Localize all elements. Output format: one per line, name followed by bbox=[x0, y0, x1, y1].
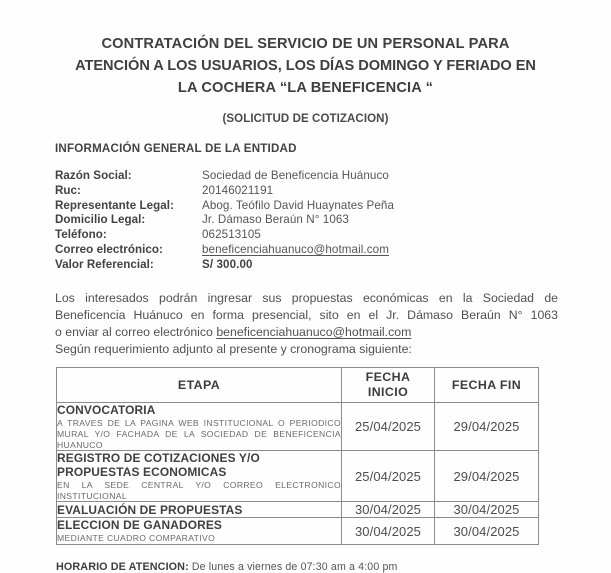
cell-stage bbox=[57, 518, 342, 545]
stage-description: A TRAVES DE LA PAGINA WEB INSTITUCIONAL O PERIODICO MURAL Y/O FACHADA DE LA SOCIEDAD DE BENEFICENCIA HUANUCO bbox=[57, 418, 341, 450]
document-subtitle: (SOLICITUD DE COTIZACION) bbox=[222, 113, 389, 125]
footer-text: De lunes a viernes de 07:30 am a 4:00 pm bbox=[188, 560, 398, 573]
cell-fecha-fin: 30/04/2025 bbox=[435, 518, 539, 545]
column-header-fecha-fin: FECHA FIN bbox=[435, 368, 539, 403]
section-heading-entity-info: INFORMACIÓN GENERAL DE LA ENTIDAD bbox=[55, 142, 297, 155]
info-row bbox=[55, 199, 611, 214]
cell-stage bbox=[57, 403, 342, 451]
cell-stage bbox=[57, 451, 342, 502]
info-value-correo-electronico[interactable]: beneficenciahuanuco@hotmail.com bbox=[202, 242, 389, 256]
info-value-ruc: 20146021191 bbox=[202, 183, 274, 197]
fecha-inicio-line-1: FECHA bbox=[365, 370, 411, 385]
info-label-ruc: Ruc: bbox=[55, 183, 81, 197]
column-header-etapa: ETAPA bbox=[57, 368, 342, 403]
fecha-inicio-line-2: INICIO bbox=[367, 385, 409, 400]
table-row bbox=[57, 518, 539, 545]
table-row bbox=[57, 451, 539, 502]
entity-info-list bbox=[0, 155, 611, 273]
paragraph-email-link[interactable]: beneficenciahuanuco@hotmail.com bbox=[216, 324, 412, 339]
info-value-domicilio-legal: Jr. Dámaso Beraún N° 1063 bbox=[202, 213, 349, 227]
cell-stage bbox=[57, 502, 342, 518]
title-line-2: ATENCIÓN A LOS USUARIOS, LOS DÍAS DOMINGO Y FERIADO EN bbox=[75, 58, 536, 74]
paragraph-line-1: Los interesados podrán ingresar sus propuestas económicas en la Sociedad de bbox=[55, 290, 558, 305]
info-row bbox=[55, 213, 611, 228]
column-header-fecha-inicio bbox=[342, 368, 435, 403]
info-row bbox=[55, 228, 611, 243]
info-label-telefono: Teléfono: bbox=[55, 228, 107, 242]
schedule-table-head bbox=[57, 368, 539, 403]
info-value-razon-social: Sociedad de Beneficencia Huánuco bbox=[202, 169, 389, 182]
cell-fecha-fin: 30/04/2025 bbox=[435, 502, 539, 518]
table-header-row bbox=[57, 368, 539, 403]
info-label-domicilio-legal: Domicilio Legal: bbox=[55, 213, 146, 227]
page-title bbox=[0, 0, 611, 99]
cell-fecha-inicio: 25/04/2025 bbox=[342, 451, 435, 502]
title-line-1: CONTRATACIÓN DEL SERVICIO DE UN PERSONAL PARA bbox=[101, 36, 510, 52]
paragraph-line-2: Beneficencia Huánuco en forma presencial, sito en el Jr. Dámaso Beraún N° 1063 bbox=[55, 307, 558, 322]
stage-name: CONVOCATORIA bbox=[57, 403, 156, 418]
info-label-correo-electronico: Correo electrónico: bbox=[55, 242, 163, 256]
footer-attention-hours bbox=[0, 545, 611, 573]
cell-fecha-inicio: 30/04/2025 bbox=[342, 518, 435, 545]
cell-fecha-inicio: 25/04/2025 bbox=[342, 403, 435, 451]
info-row bbox=[55, 184, 611, 199]
info-label-valor-referencial: Valor Referencial: bbox=[55, 257, 154, 271]
cell-fecha-inicio: 30/04/2025 bbox=[342, 502, 435, 518]
instructions-paragraph bbox=[0, 273, 611, 359]
schedule-table bbox=[56, 367, 539, 545]
stage-name: REGISTRO DE COTIZACIONES Y/O PROPUESTAS ECONOMICAS bbox=[57, 451, 260, 480]
info-label-representante-legal: Representante Legal: bbox=[55, 198, 174, 212]
info-value-telefono: 062513105 bbox=[202, 228, 261, 242]
info-row bbox=[55, 243, 611, 258]
title-line-3: LA COCHERA “LA BENEFICENCIA “ bbox=[177, 80, 434, 96]
paragraph-line-4: Según requerimiento adjunto al presente y cronograma siguiente: bbox=[55, 342, 412, 357]
info-label-razon-social: Razón Social: bbox=[55, 169, 132, 182]
table-row bbox=[57, 502, 539, 518]
cell-fecha-fin: 29/04/2025 bbox=[435, 451, 539, 502]
schedule-table-container bbox=[0, 358, 611, 545]
paragraph-line-3-prefix: o enviar al correo electrónico bbox=[55, 324, 217, 339]
stage-description: MEDIANTE CUADRO COMPARATIVO bbox=[57, 533, 216, 544]
footer-label: HORARIO DE ATENCION: bbox=[56, 560, 189, 573]
stage-name: EVALUACIÓN DE PROPUESTAS bbox=[57, 502, 243, 517]
paragraph-line-3 bbox=[55, 324, 558, 341]
info-row bbox=[55, 258, 611, 273]
info-value-representante-legal: Abog. Teófilo David Huaynates Peña bbox=[202, 198, 395, 212]
cell-fecha-fin: 29/04/2025 bbox=[435, 403, 539, 451]
schedule-table-body bbox=[57, 403, 539, 545]
stage-name: ELECCION DE GANADORES bbox=[57, 518, 223, 533]
table-row bbox=[57, 403, 539, 451]
stage-description: EN LA SEDE CENTRAL Y/O CORREO ELECTRONICO INSTITUCIONAL bbox=[57, 480, 341, 501]
info-row bbox=[55, 169, 611, 184]
info-value-valor-referencial: S/ 300.00 bbox=[202, 257, 253, 271]
